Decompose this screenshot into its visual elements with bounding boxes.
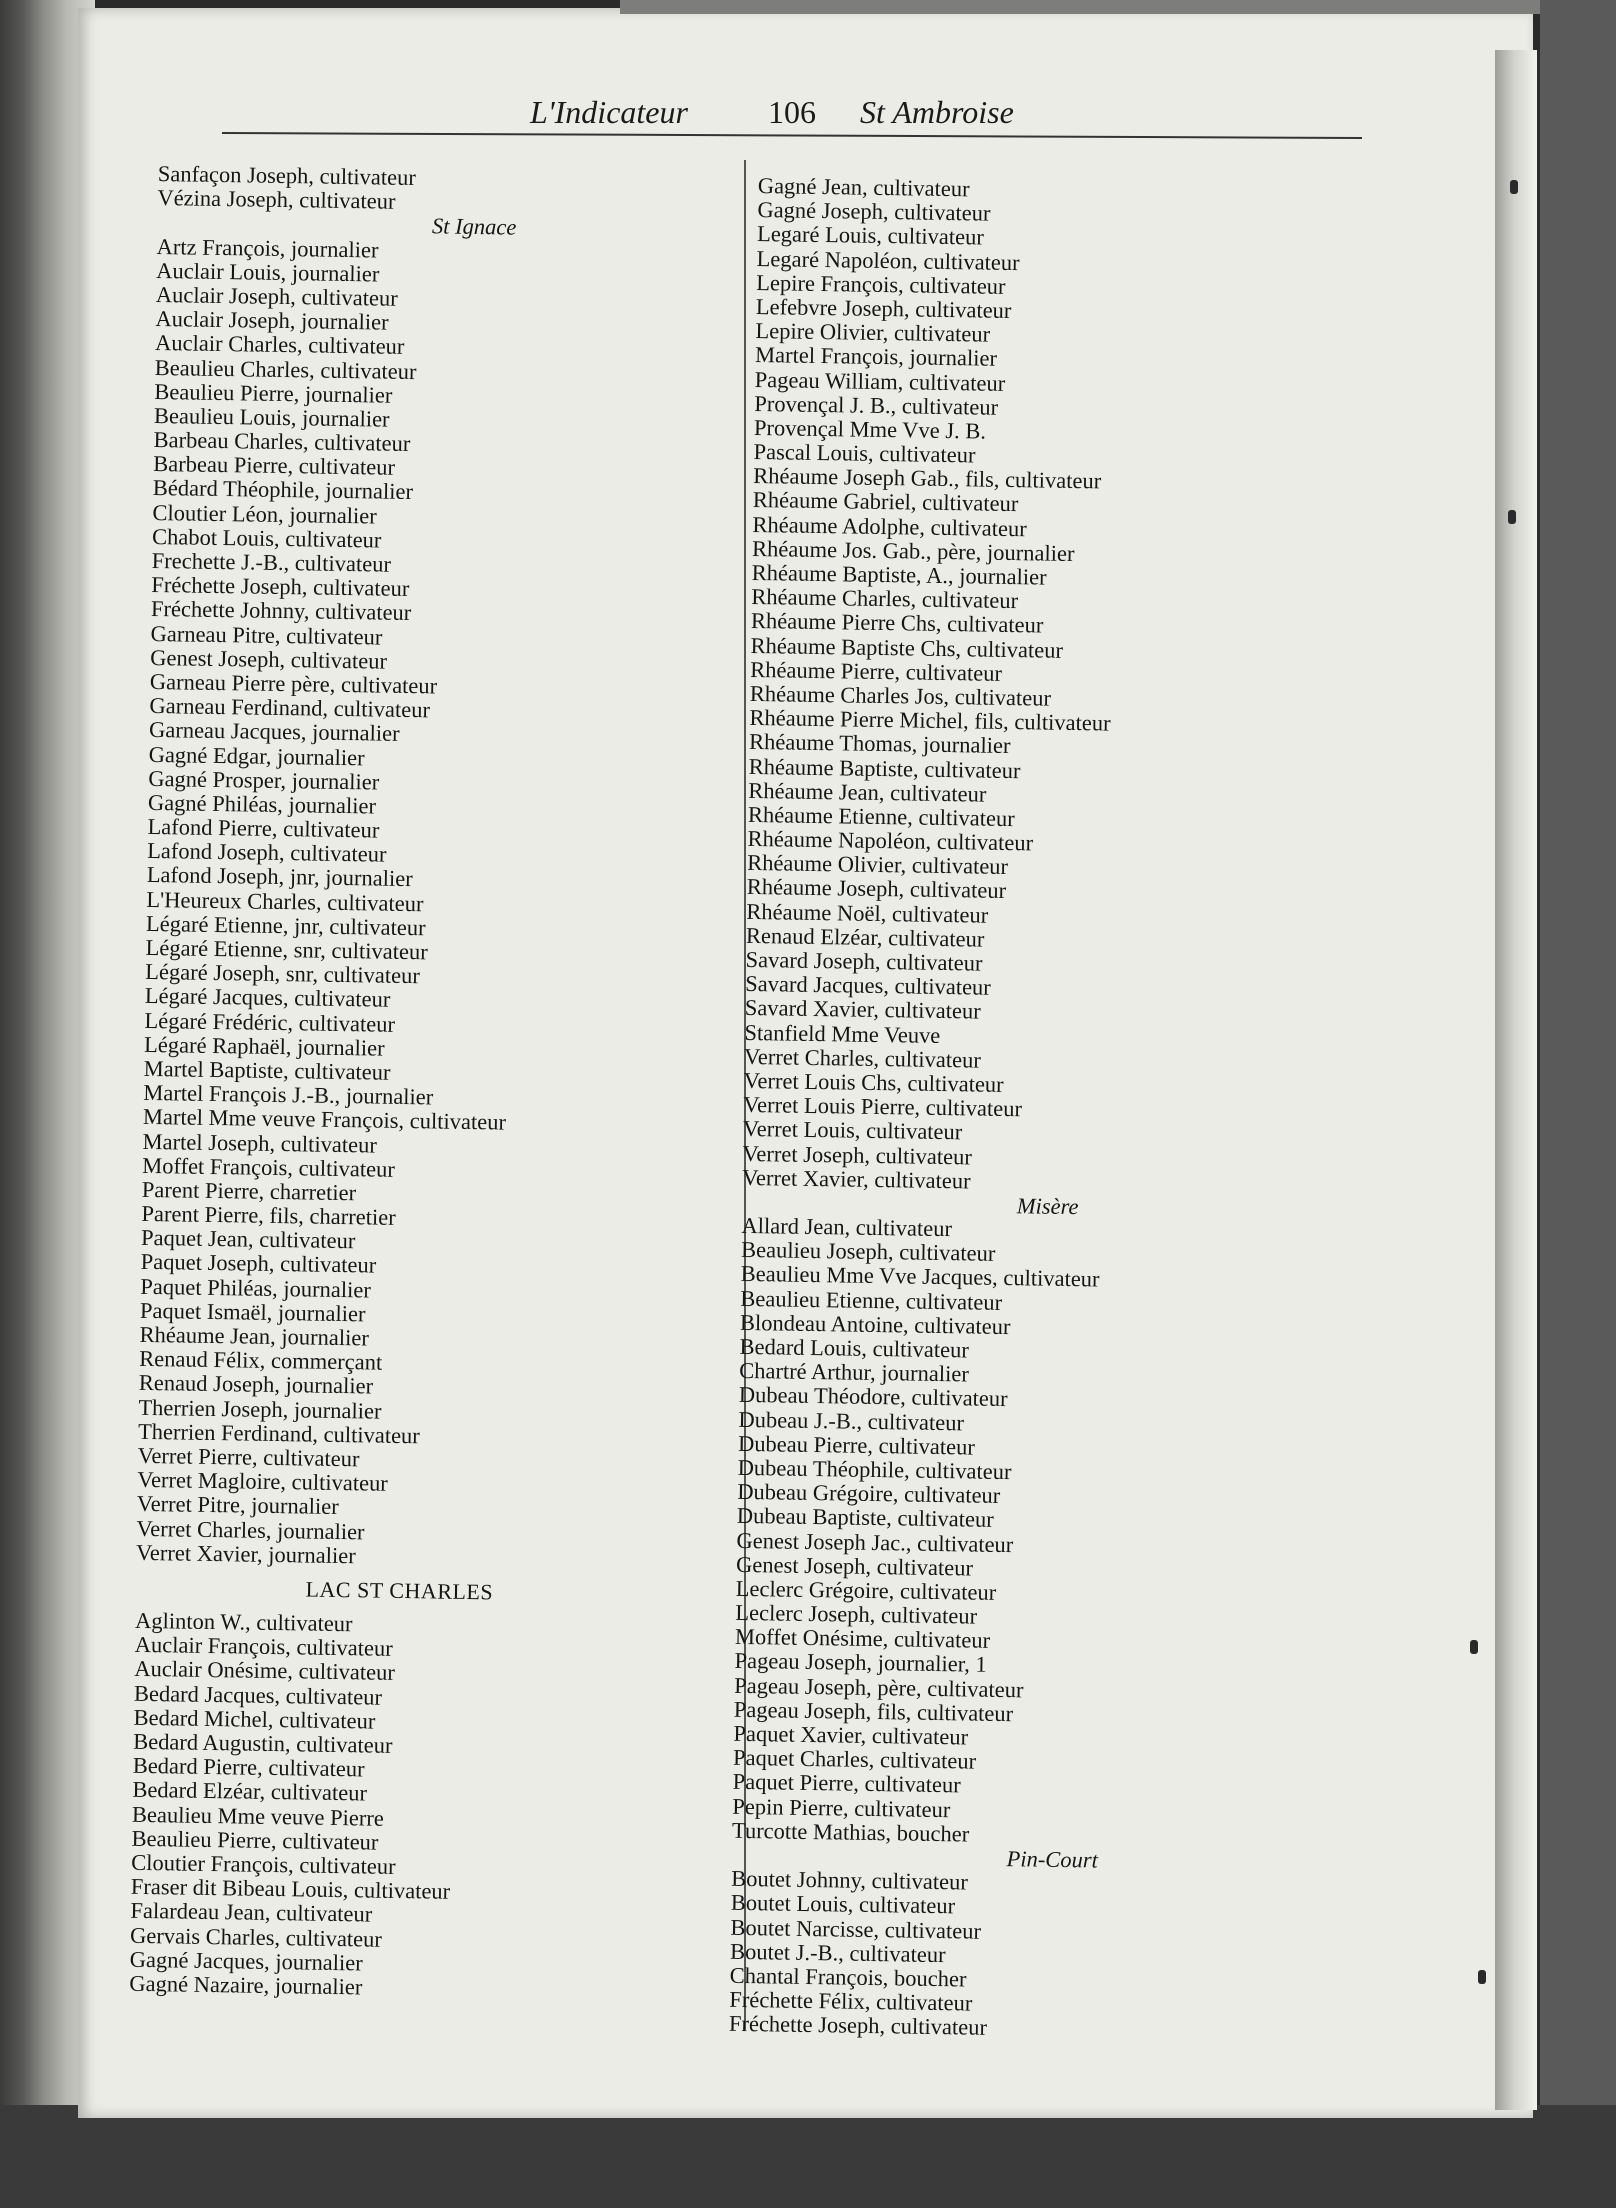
margin-mark bbox=[1478, 1970, 1486, 1984]
directory-entry: Fréchette Johnny, cultivateur bbox=[150, 596, 412, 626]
directory-entry: Verret Pierre, cultivateur bbox=[137, 1442, 360, 1472]
directory-entry: Savard Xavier, cultivateur bbox=[744, 995, 981, 1024]
page-top-edge bbox=[620, 0, 1540, 14]
section-heading: Pin-Court bbox=[1006, 1846, 1099, 1873]
directory-entry: Auclair Louis, journalier bbox=[156, 257, 380, 287]
directory-entry: Rhéaume Joseph Gab., fils, cultivateur bbox=[753, 463, 1102, 494]
directory-entry: Bedard Jacques, cultivateur bbox=[133, 1680, 383, 1710]
directory-entry: Parent Pierre, fils, charretier bbox=[141, 1200, 396, 1230]
directory-entry: Boutet Johnny, cultivateur bbox=[731, 1865, 969, 1895]
directory-entry: Dubeau Théodore, cultivateur bbox=[738, 1382, 1008, 1412]
margin-mark bbox=[1510, 180, 1518, 194]
right-column bbox=[729, 174, 1318, 2045]
directory-entry: Auclair François, cultivateur bbox=[134, 1632, 393, 1662]
directory-entry: Vézina Joseph, cultivateur bbox=[157, 185, 396, 214]
directory-entry: Fréchette Joseph, cultivateur bbox=[728, 2011, 988, 2041]
directory-entry: Pepin Pierre, cultivateur bbox=[732, 1793, 951, 1822]
directory-entry: Beaulieu Joseph, cultivateur bbox=[740, 1237, 996, 1267]
directory-entry: Légaré Frédéric, cultivateur bbox=[144, 1007, 396, 1037]
directory-entry: Chantal François, boucher bbox=[729, 1962, 967, 1992]
directory-entry: Verret Xavier, journalier bbox=[135, 1539, 356, 1568]
section-heading: St Ignace bbox=[431, 213, 517, 241]
directory-entry: Bedard Michel, cultivateur bbox=[133, 1704, 376, 1734]
directory-entry: Garneau Ferdinand, cultivateur bbox=[149, 693, 431, 723]
locality-heading: LAC ST CHARLES bbox=[305, 1576, 494, 1605]
directory-entry: Dubeau Grégoire, cultivateur bbox=[737, 1478, 1001, 1509]
directory-entry: Blondeau Antoine, cultivateur bbox=[739, 1309, 1011, 1339]
directory-entry: Légaré Etienne, snr, cultivateur bbox=[145, 934, 428, 965]
directory-entry: Dubeau J.-B., cultivateur bbox=[738, 1406, 965, 1435]
directory-entry: Stanfield Mme Veuve bbox=[744, 1019, 941, 1048]
directory-entry: Turcotte Mathias, boucher bbox=[731, 1817, 970, 1847]
directory-entry: Auclair Onésime, cultivateur bbox=[134, 1656, 396, 1686]
directory-entry: Légaré Joseph, snr, cultivateur bbox=[145, 959, 421, 989]
directory-entry: Rhéaume Napoléon, cultivateur bbox=[747, 825, 1034, 856]
directory-entry: Leclerc Grégoire, cultivateur bbox=[735, 1575, 997, 1605]
directory-entry: Légaré Etienne, jnr, cultivateur bbox=[145, 910, 426, 941]
directory-entry: Provençal Mme Vve J. B. bbox=[753, 414, 987, 444]
directory-entry: Rhéaume Charles, cultivateur bbox=[751, 584, 1019, 614]
directory-entry: Pascal Louis, cultivateur bbox=[753, 439, 976, 468]
directory-entry: Paquet Philéas, journalier bbox=[140, 1273, 372, 1303]
directory-entry: Rhéaume Olivier, cultivateur bbox=[746, 850, 1009, 880]
directory-entry: Lefebvre Joseph, cultivateur bbox=[755, 293, 1012, 323]
directory-entry: Sanfaçon Joseph, cultivateur bbox=[157, 161, 417, 191]
directory-entry: Fraser dit Bibeau Louis, cultivateur bbox=[130, 1873, 451, 1904]
directory-entry: Garneau Pitre, cultivateur bbox=[150, 620, 383, 650]
directory-entry: Provençal J. B., cultivateur bbox=[754, 390, 999, 420]
directory-entry: Dubeau Baptiste, cultivateur bbox=[736, 1503, 994, 1533]
directory-entry: Therrien Ferdinand, cultivateur bbox=[137, 1418, 421, 1449]
directory-entry: Savard Joseph, cultivateur bbox=[745, 946, 983, 976]
directory-entry: Fréchette Félix, cultivateur bbox=[729, 1986, 973, 2016]
directory-entry: Paquet Ismaël, journalier bbox=[139, 1297, 366, 1327]
directory-entry: Rhéaume Charles Jos, cultivateur bbox=[749, 680, 1052, 711]
directory-entry: Bedard Elzéar, cultivateur bbox=[132, 1777, 368, 1806]
directory-entry: Legaré Napoléon, cultivateur bbox=[756, 245, 1020, 275]
directory-entry: Rhéaume Joseph, cultivateur bbox=[746, 874, 1007, 904]
directory-entry: Moffet Onésime, cultivateur bbox=[734, 1624, 991, 1654]
directory-entry: Falardeau Jean, cultivateur bbox=[130, 1898, 373, 1927]
directory-entry: Verret Louis Chs, cultivateur bbox=[743, 1067, 1004, 1097]
directory-entry: Paquet Charles, cultivateur bbox=[732, 1744, 977, 1774]
directory-entry: Gagné Joseph, cultivateur bbox=[757, 197, 991, 226]
directory-entry: Gagné Nazaire, journalier bbox=[129, 1970, 363, 2000]
directory-entry: Renaud Joseph, journalier bbox=[138, 1370, 374, 1399]
directory-entry: Pageau Joseph, fils, cultivateur bbox=[733, 1696, 1014, 1727]
directory-entry: Martel Joseph, cultivateur bbox=[142, 1128, 378, 1158]
directory-entry: Chartré Arthur, journalier bbox=[739, 1358, 970, 1387]
page-right-edge bbox=[1495, 50, 1537, 2110]
left-column bbox=[129, 162, 718, 2005]
directory-entry: Parent Pierre, charretier bbox=[141, 1176, 357, 1206]
directory-entry: Rhéaume Noël, cultivateur bbox=[746, 898, 989, 928]
directory-entry: Renaud Félix, commerçant bbox=[139, 1346, 383, 1375]
directory-entry: Artz François, journalier bbox=[156, 233, 379, 263]
directory-entry: Boutet Louis, cultivateur bbox=[730, 1890, 956, 1919]
directory-entry: Rhéaume Pierre, cultivateur bbox=[750, 656, 1003, 686]
margin-mark bbox=[1508, 510, 1516, 524]
directory-entry: Pageau Joseph, père, cultivateur bbox=[734, 1672, 1024, 1702]
directory-entry: Beaulieu Mme veuve Pierre bbox=[131, 1801, 385, 1831]
directory-entry: Genest Joseph, cultivateur bbox=[150, 644, 388, 674]
directory-entry: Barbeau Charles, cultivateur bbox=[153, 427, 411, 457]
directory-entry: Rhéaume Baptiste, cultivateur bbox=[748, 753, 1021, 783]
directory-entry: Garneau Jacques, journalier bbox=[148, 717, 400, 747]
directory-entry: Verret Louis, cultivateur bbox=[742, 1116, 963, 1145]
directory-entry: Auclair Joseph, journalier bbox=[155, 306, 389, 335]
directory-entry: Verret Pitre, journalier bbox=[136, 1491, 339, 1520]
directory-entry: Chabot Louis, cultivateur bbox=[151, 523, 382, 553]
directory-entry: Rhéaume Jos. Gab., père, journalier bbox=[751, 535, 1075, 566]
directory-entry: Dubeau Pierre, cultivateur bbox=[737, 1430, 976, 1460]
directory-entry: Légaré Raphaël, journalier bbox=[143, 1031, 385, 1061]
directory-entry: Verret Charles, journalier bbox=[136, 1515, 365, 1544]
section-heading: Misère bbox=[1016, 1193, 1079, 1220]
directory-entry: Martel François J.-B., journalier bbox=[143, 1080, 434, 1110]
directory-entry: Paquet Joseph, cultivateur bbox=[140, 1249, 377, 1279]
directory-entry: L'Heureux Charles, cultivateur bbox=[146, 886, 424, 916]
directory-entry: Rhéaume Etienne, cultivateur bbox=[747, 801, 1015, 831]
directory-entry: Gagné Edgar, journalier bbox=[148, 741, 365, 770]
directory-entry: Rhéaume Pierre Chs, cultivateur bbox=[750, 608, 1044, 638]
directory-entry: Renaud Elzéar, cultivateur bbox=[745, 922, 985, 952]
directory-entry: Lafond Joseph, cultivateur bbox=[146, 838, 387, 867]
directory-entry: Allard Jean, cultivateur bbox=[741, 1212, 953, 1242]
header-parish-title: St Ambroise bbox=[860, 94, 1014, 130]
directory-entry: Verret Louis Pierre, cultivateur bbox=[743, 1092, 1023, 1122]
directory-entry: Rhéaume Adolphe, cultivateur bbox=[752, 511, 1027, 541]
directory-entry: Lepire François, cultivateur bbox=[756, 269, 1006, 299]
directory-entry: Rhéaume Baptiste Chs, cultivateur bbox=[750, 632, 1064, 663]
directory-entry: Pageau Joseph, journalier, 1 bbox=[734, 1648, 987, 1678]
directory-entry: Lepire Olivier, cultivateur bbox=[755, 318, 991, 347]
background-right bbox=[1540, 0, 1616, 2208]
directory-entry: Lafond Joseph, jnr, journalier bbox=[146, 862, 413, 892]
directory-entry: Boutet J.-B., cultivateur bbox=[729, 1938, 946, 1967]
directory-entry: Gervais Charles, cultivateur bbox=[129, 1922, 383, 1952]
directory-entry: Auclair Charles, cultivateur bbox=[154, 330, 405, 360]
directory-entry: Paquet Pierre, cultivateur bbox=[732, 1769, 961, 1798]
directory-entry: Lafond Pierre, cultivateur bbox=[147, 813, 380, 843]
directory-entry: Fréchette Joseph, cultivateur bbox=[151, 572, 410, 602]
directory-entry: Genest Joseph, cultivateur bbox=[735, 1551, 974, 1581]
directory-entry: Bédard Théophile, journalier bbox=[152, 475, 414, 505]
directory-entry: Rhéaume Pierre Michel, fils, cultivateur bbox=[749, 705, 1111, 736]
directory-entry: Frechette J.-B., cultivateur bbox=[151, 547, 392, 577]
header-publication-title: L'Indicateur bbox=[530, 94, 688, 130]
directory-entry: Barbeau Pierre, cultivateur bbox=[153, 451, 396, 481]
directory-entry: Gagné Philéas, journalier bbox=[147, 789, 377, 819]
directory-entry: Auclair Joseph, cultivateur bbox=[155, 281, 398, 311]
directory-entry: Beaulieu Pierre, journalier bbox=[154, 378, 393, 408]
directory-entry: Cloutier François, cultivateur bbox=[131, 1849, 396, 1879]
directory-entry: Rhéaume Jean, journalier bbox=[139, 1321, 370, 1351]
directory-entry: Martel François, journalier bbox=[754, 342, 998, 372]
margin-mark bbox=[1470, 1640, 1478, 1654]
directory-entry: Bedard Louis, cultivateur bbox=[739, 1333, 970, 1363]
directory-entry: Gagné Jean, cultivateur bbox=[757, 173, 970, 202]
page-number: 106 bbox=[768, 94, 816, 130]
directory-entry: Beaulieu Pierre, cultivateur bbox=[131, 1825, 379, 1855]
directory-entry: Bedard Pierre, cultivateur bbox=[132, 1752, 365, 1782]
directory-entry: Legaré Louis, cultivateur bbox=[756, 221, 985, 250]
directory-entry: Moffet François, cultivateur bbox=[142, 1152, 396, 1182]
directory-entry: Verret Joseph, cultivateur bbox=[742, 1140, 973, 1169]
directory-entry: Boutet Narcisse, cultivateur bbox=[730, 1914, 982, 1944]
directory-entry: Rhéaume Thomas, journalier bbox=[748, 729, 1011, 759]
directory-entry: Verret Xavier, cultivateur bbox=[742, 1164, 971, 1194]
directory-entry: Rhéaume Jean, cultivateur bbox=[748, 777, 987, 807]
directory-entry: Beaulieu Etienne, cultivateur bbox=[740, 1285, 1003, 1315]
directory-entry: Martel Mme veuve François, cultivateur bbox=[142, 1104, 507, 1135]
directory-entry: Cloutier Léon, journalier bbox=[152, 499, 377, 529]
directory-entry: Beaulieu Mme Vve Jacques, cultivateur bbox=[740, 1261, 1100, 1292]
directory-entry: Bedard Augustin, cultivateur bbox=[132, 1728, 393, 1758]
directory-entry: Martel Baptiste, cultivateur bbox=[143, 1055, 391, 1085]
directory-entry: Savard Jacques, cultivateur bbox=[745, 971, 991, 1000]
directory-entry: Therrien Joseph, journalier bbox=[138, 1394, 382, 1424]
directory-entry: Gagné Jacques, journalier bbox=[129, 1946, 363, 1976]
directory-entry: Paquet Jean, cultivateur bbox=[140, 1225, 356, 1254]
directory-entry: Légaré Jacques, cultivateur bbox=[144, 983, 391, 1013]
directory-entry: Verret Magloire, cultivateur bbox=[137, 1466, 389, 1496]
directory-entry: Beaulieu Charles, cultivateur bbox=[154, 354, 417, 384]
directory-entry: Verret Charles, cultivateur bbox=[743, 1043, 982, 1073]
directory-entry: Dubeau Théophile, cultivateur bbox=[737, 1454, 1012, 1485]
directory-entry: Rhéaume Baptiste, A., journalier bbox=[751, 559, 1047, 590]
directory-entry: Rhéaume Gabriel, cultivateur bbox=[752, 487, 1019, 517]
directory-entry: Genest Joseph Jac., cultivateur bbox=[736, 1527, 1014, 1557]
directory-entry: Aglinton W., cultivateur bbox=[134, 1607, 353, 1637]
directory-entry: Garneau Pierre père, cultivateur bbox=[149, 668, 438, 699]
directory-entry: Leclerc Joseph, cultivateur bbox=[735, 1599, 978, 1629]
directory-entry: Paquet Xavier, cultivateur bbox=[733, 1720, 969, 1750]
background-bottom bbox=[0, 2105, 1616, 2208]
directory-entry: Pageau William, cultivateur bbox=[754, 366, 1006, 396]
directory-entry: Beaulieu Louis, journalier bbox=[153, 402, 390, 432]
directory-entry: Gagné Prosper, journalier bbox=[148, 765, 380, 795]
